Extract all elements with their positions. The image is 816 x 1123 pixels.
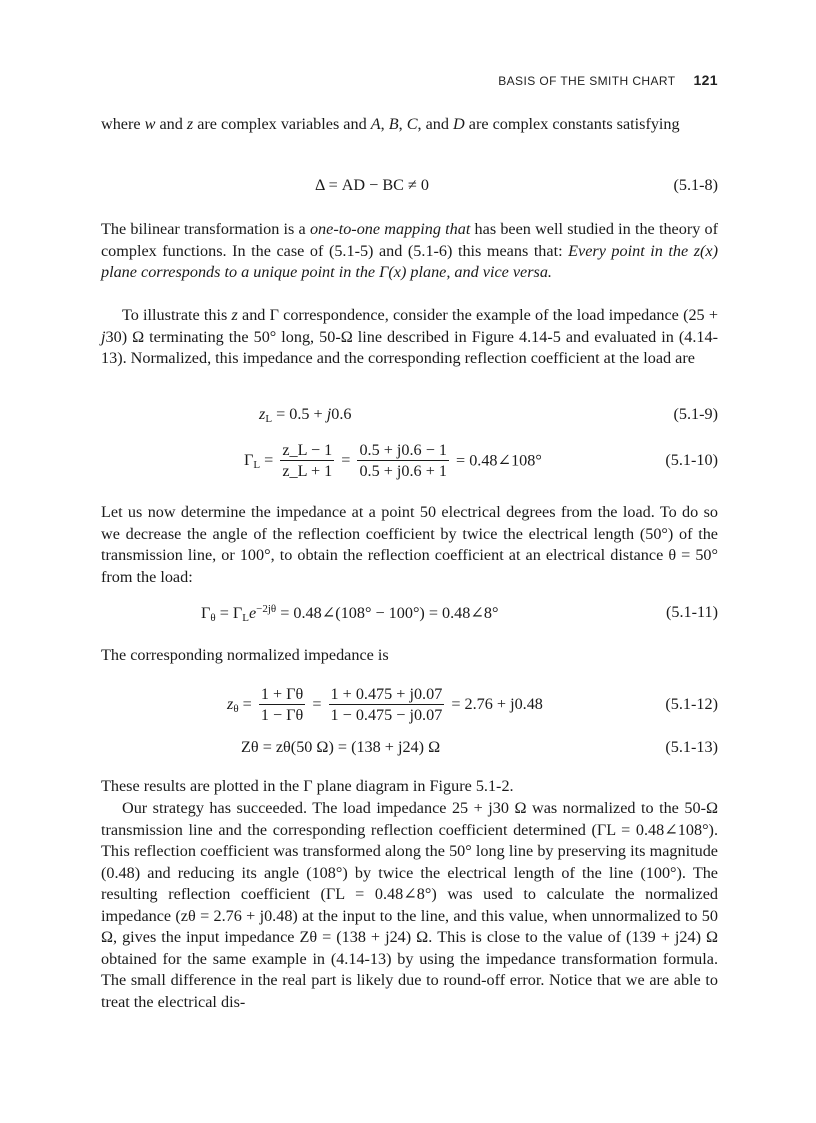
- equation-number: (5.1-10): [665, 451, 718, 469]
- paragraph-4: Let us now determine the impedance at a point 50 electrical degrees from the load. To do so we decrease the angle of the reflection coefficient by twice the electrical length (50°) of the transmission line, or 100°, to obtain the reflection coefficient at an electrical distance θ = 50° from the load:: [101, 503, 718, 586]
- equation-number: (5.1-9): [673, 405, 718, 423]
- paragraph-3: To illustrate this z and Γ correspondence, consider the example of the load impedance (25 + j30) Ω terminating the 50° long, 50-Ω line described in Figure 4.14-5 and evaluated in (4.14-13). Normalized, this impedance and the corresponding reflection coefficient at the load are: [101, 306, 718, 367]
- equation-body: Δ = AD − BC ≠ 0: [315, 176, 430, 194]
- equation-5-1-13: [101, 738, 718, 766]
- equation-number: (5.1-11): [666, 603, 718, 621]
- page-number: 121: [693, 72, 718, 88]
- equation-body: Zθ = zθ(50 Ω) = (138 + j24) Ω: [241, 738, 441, 756]
- paragraph-6: These results are plotted in the Γ plane diagram in Figure 5.1-2.: [101, 777, 514, 795]
- section-title: BASIS OF THE SMITH CHART: [498, 74, 676, 88]
- equation-body: $z_\theta$ = $\frac{1 + \Gamma\theta}{1 - \Gamma\theta}$ = $\frac{1 + 0.475 + j0.07}{1 - 0.475 - j0.07}$ = 2.76 + j0.48: [227, 685, 543, 724]
- equation-number: (5.1-12): [665, 695, 718, 713]
- equation-5-1-10: [101, 440, 718, 484]
- equation-number: (5.1-13): [665, 738, 718, 756]
- equation-body: $\Gamma_\theta = \Gamma_Le^{-2j\theta}$ = 0.48∠(108° − 100°) = 0.48∠8°: [201, 603, 499, 624]
- equation-5-1-9: [101, 405, 718, 433]
- equation-5-1-8: [101, 176, 718, 204]
- running-head: [498, 72, 718, 88]
- equation-5-1-11: [101, 603, 718, 631]
- paragraph-2: The bilinear transformation is a one-to-one mapping that has been well studied in the theory of complex functions. In the case of (5.1-5) and (5.1-6) this means that: Every point in the z(x) plane corresponds to a unique point in the Γ(x) plane, and vice versa.: [101, 220, 718, 281]
- equation-5-1-12: [101, 684, 718, 728]
- paragraph-1: where w and z are complex variables and A, B, C, and D are complex constants satisfying: [101, 115, 680, 133]
- equation-body: $\Gamma_L$ = $\frac{z\_L - 1}{z\_L + 1}$ = $\frac{0.5 + j0.6 - 1}{0.5 + j0.6 + 1}$ = 0.48∠108°: [244, 441, 542, 480]
- paragraph-7: Our strategy has succeeded. The load impedance 25 + j30 Ω was normalized to the 50-Ω transmission line and the corresponding reflection coefficient determined (ΓL = 0.48∠108°). This reflection coefficient was transformed along the 50° long line by preserving its magnitude (0.48) and reducing its angle (108°) by twice the electrical length of the line (100°). The resulting reflection coefficient (ΓL = 0.48∠8°) was used to calculate the normalized impedance (zθ = 2.76 + j0.48) at the input to the line, and this value, when unnormalized to 50 Ω, gives the input impedance Zθ = (138 + j24) Ω. This is close to the value of (139 + j24) Ω obtained for the same example in (4.14-13) by using the impedance transformation formula. The small difference in the real part is likely due to round-off error. Notice that we are able to treat the electrical dis-: [101, 799, 718, 1011]
- paragraph-5: The corresponding normalized impedance is: [101, 646, 389, 664]
- equation-body: $z_L = 0.5 + j0.6$: [259, 405, 352, 425]
- equation-number: (5.1-8): [673, 176, 718, 194]
